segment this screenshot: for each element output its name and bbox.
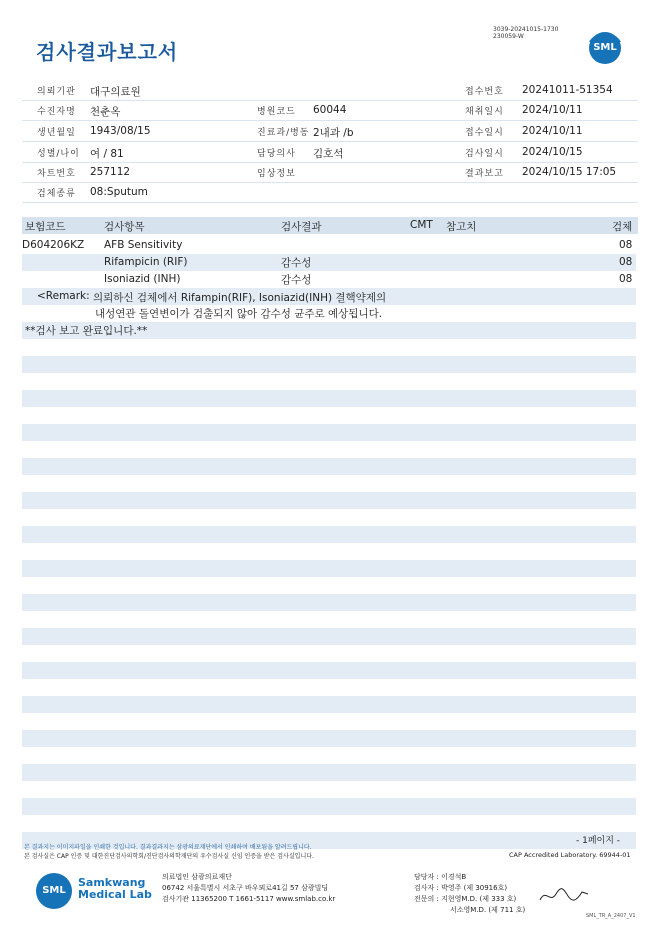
- col-specimen: 검체: [612, 221, 633, 233]
- table-stripe: [22, 492, 636, 509]
- table-stripe: [22, 594, 636, 611]
- field-value: 2024/10/15: [522, 146, 583, 158]
- accreditation-notice: 본 검사실은 CAP 인증 및 대한진단검사의학회/진단검사의학재단의 우수검사실 신임 인증을 받은 검사실입니다.: [24, 853, 314, 860]
- table-stripe: [22, 458, 636, 475]
- field-value: 2내과 /b: [313, 127, 354, 139]
- table-stripe: [22, 798, 636, 815]
- col-cmt: CMT: [410, 219, 433, 231]
- footer-logo: SML: [36, 873, 72, 909]
- table-row-code: D604206KZ: [22, 239, 85, 251]
- cap-accreditation: CAP Accredited Laboratory. 69944-01: [509, 851, 631, 859]
- table-stripe: [22, 764, 636, 781]
- table-stripe: [22, 730, 636, 747]
- table-row-result: 감수성: [281, 257, 312, 269]
- remark-text-line1: 의뢰하신 검체에서 Rifampin(RIF), Isoniazid(INH) 결핵약제의: [93, 292, 387, 304]
- document-id: 3039-20241015-1730 230059-W: [493, 26, 559, 40]
- field-label: 검사일시: [465, 149, 504, 159]
- signatories: 담당자 : 이경석B 검사자 : 박영주 (제 30916호) 전문의 : 지현영M.D. (제 333 호) 서소영M.D. (제 711 호): [414, 873, 526, 914]
- field-value: 08:Sputum: [90, 186, 148, 198]
- table-row-item: AFB Sensitivity: [104, 239, 183, 251]
- field-value: 2024/10/15 17:05: [522, 166, 617, 178]
- table-stripe: [22, 356, 636, 373]
- signature-icon: [538, 884, 590, 906]
- field-label: 채취일시: [465, 107, 504, 117]
- field-value: 2024/10/11: [522, 125, 583, 137]
- table-stripe: [22, 526, 636, 543]
- remark-text-line2: 내성연관 돌연변이가 검출되지 않아 감수성 균주로 예상됩니다.: [95, 308, 383, 320]
- table-row-specimen: 08: [619, 256, 633, 268]
- table-row-item: Rifampicin (RIF): [104, 256, 188, 268]
- page-number: - 1페이지 -: [576, 836, 621, 846]
- table-stripe: [22, 696, 636, 713]
- remark-label: <Remark:: [37, 290, 90, 302]
- field-label: 접수일시: [465, 128, 504, 138]
- patient-info-row: [22, 162, 638, 183]
- field-value: 20241011-51354: [522, 84, 613, 96]
- report-title: 검사결과보고서: [36, 40, 179, 64]
- table-row-specimen: 08: [619, 239, 633, 251]
- table-stripe: [22, 662, 636, 679]
- field-label: 생년월일: [37, 128, 76, 138]
- field-value: 2024/10/11: [522, 104, 583, 116]
- table-stripe: [22, 628, 636, 645]
- field-value: 대구의료원: [90, 86, 141, 98]
- table-row-specimen: 08: [619, 273, 633, 285]
- field-label: 결과보고: [465, 169, 504, 179]
- field-label: 수진자명: [37, 107, 76, 117]
- results-table-header: [22, 217, 638, 234]
- field-value: 60044: [313, 104, 347, 116]
- col-ref: 참고치: [446, 221, 477, 233]
- field-label: 접수번호: [465, 87, 504, 97]
- field-value: 여 / 81: [90, 148, 124, 160]
- field-value: 김호석: [313, 148, 344, 160]
- col-result: 검사결과: [281, 221, 322, 233]
- table-stripe: [22, 424, 636, 441]
- company-address: 의료법인 삼광의료재단 06742 서울특별시 서초구 바우뫼로41길 57 삼광빌딩 검사기관 11365200 T 1661-5117 www.smlab.co.kr: [162, 873, 336, 903]
- print-notice: 본 결과지는 이미지파일을 인쇄한 것입니다. 결과결과지는 삼광의료재단에서 인쇄하여 배포됨을 알려드립니다.: [24, 844, 312, 851]
- table-stripe: [22, 560, 636, 577]
- table-row-item: Isoniazid (INH): [104, 273, 181, 285]
- field-label: 검체종류: [37, 189, 76, 199]
- patient-info-row: [22, 100, 638, 121]
- col-code: 보험코드: [25, 221, 66, 233]
- field-label: 차트번호: [37, 169, 76, 179]
- field-value: 천춘옥: [90, 106, 121, 118]
- form-number: SML_TR_A_2407_V1: [586, 913, 636, 919]
- field-value: 1943/08/15: [90, 125, 151, 137]
- company-name: Samkwang Medical Lab: [78, 876, 152, 901]
- field-label: 병원코드: [257, 107, 296, 117]
- patient-info-row: [22, 121, 638, 142]
- field-label: 진료과/병동: [257, 128, 310, 138]
- col-item: 검사항목: [104, 221, 145, 233]
- table-row-result: 감수성: [281, 274, 312, 286]
- sml-logo: SML: [589, 32, 621, 64]
- field-label: 의뢰기관: [37, 87, 76, 97]
- patient-info-row: [22, 80, 638, 101]
- field-label: 임상정보: [257, 169, 296, 179]
- field-label: 담당의사: [257, 149, 296, 159]
- field-value: 257112: [90, 166, 131, 178]
- field-label: 성별/나이: [37, 149, 80, 159]
- report-complete-note: **검사 보고 완료입니다.**: [25, 325, 148, 337]
- patient-info-row: [22, 182, 638, 203]
- patient-info-row: [22, 142, 638, 163]
- table-stripe: [22, 390, 636, 407]
